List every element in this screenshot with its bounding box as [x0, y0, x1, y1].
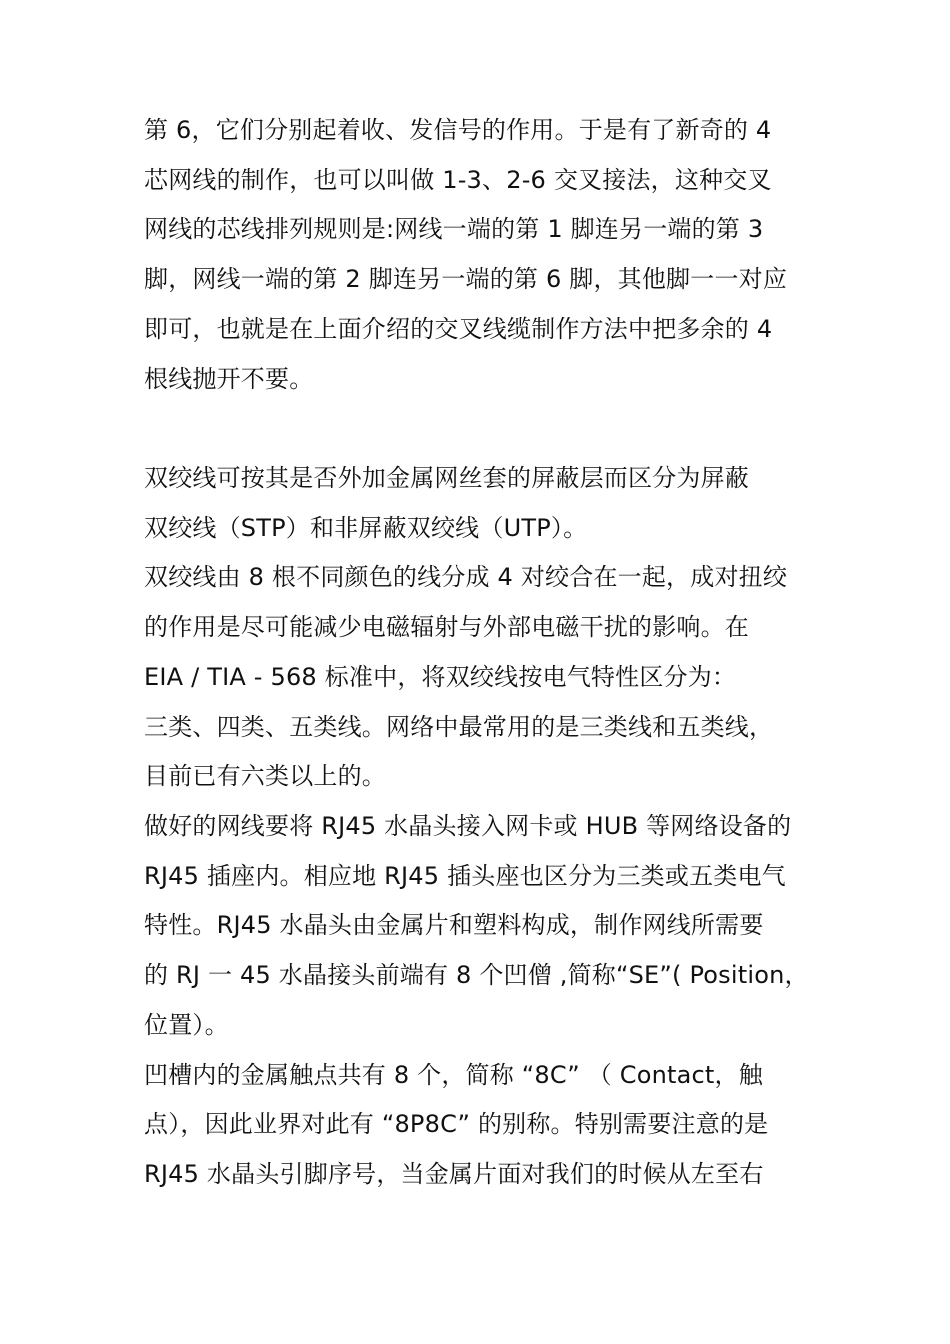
- text-line: 的 RJ 一 45 水晶接头前端有 8 个凹僧 ,简称“SE”( Position，: [144, 961, 809, 989]
- text-line: RJ45 插座内。相应地 RJ45 插头座也区分为三类或五类电气: [144, 862, 786, 890]
- text-line: 芯网线的制作，也可以叫做 1-3、2-6 交叉接法，这种交叉: [144, 166, 772, 194]
- text-line: 即可，也就是在上面介绍的交叉线缆制作方法中把多余的 4: [144, 315, 773, 343]
- text-line: EIA / TIA - 568 标准中，将双绞线按电气特性区分为：: [144, 663, 737, 691]
- text-line: RJ45 水晶头引脚序号，当金属片面对我们的时候从左至右: [144, 1160, 764, 1188]
- text-line: 点），因此业界对此有 “8P8C” 的别称。特别需要注意的是: [144, 1110, 769, 1138]
- text-line: 双绞线可按其是否外加金属网丝套的屏蔽层而区分为屏蔽: [144, 464, 749, 492]
- text-line: 的作用是尽可能减少电磁辐射与外部电磁干扰的影响。在: [144, 613, 749, 641]
- text-line: 做好的网线要将 RJ45 水晶头接入网卡或 HUB 等网络设备的: [144, 812, 792, 840]
- text-line: 凹槽内的金属触点共有 8 个，简称 “8C” （ Contact，触: [144, 1061, 763, 1089]
- text-line: 双绞线由 8 根不同颜色的线分成 4 对绞合在一起，成对扭绞: [144, 563, 788, 591]
- text-line: 脚，网线一端的第 2 脚连另一端的第 6 脚，其他脚一一对应: [144, 265, 788, 293]
- text-line: 双绞线（STP）和非屏蔽双绞线（UTP）。: [144, 514, 588, 542]
- text-line: 网线的芯线排列规则是:网线一端的第 1 脚连另一端的第 3: [144, 215, 764, 243]
- text-line: 根线抛开不要。: [144, 365, 314, 393]
- text-line: 特性。RJ45 水晶头由金属片和塑料构成，制作网线所需要: [144, 911, 764, 939]
- text-line: 三类、四类、五类线。网络中最常用的是三类线和五类线，: [144, 713, 774, 741]
- text-line: 第 6，它们分别起着收、发信号的作用。于是有了新奇的 4: [144, 116, 772, 144]
- text-line: 目前已有六类以上的。: [144, 762, 386, 790]
- text-line: 位置）。: [144, 1011, 229, 1039]
